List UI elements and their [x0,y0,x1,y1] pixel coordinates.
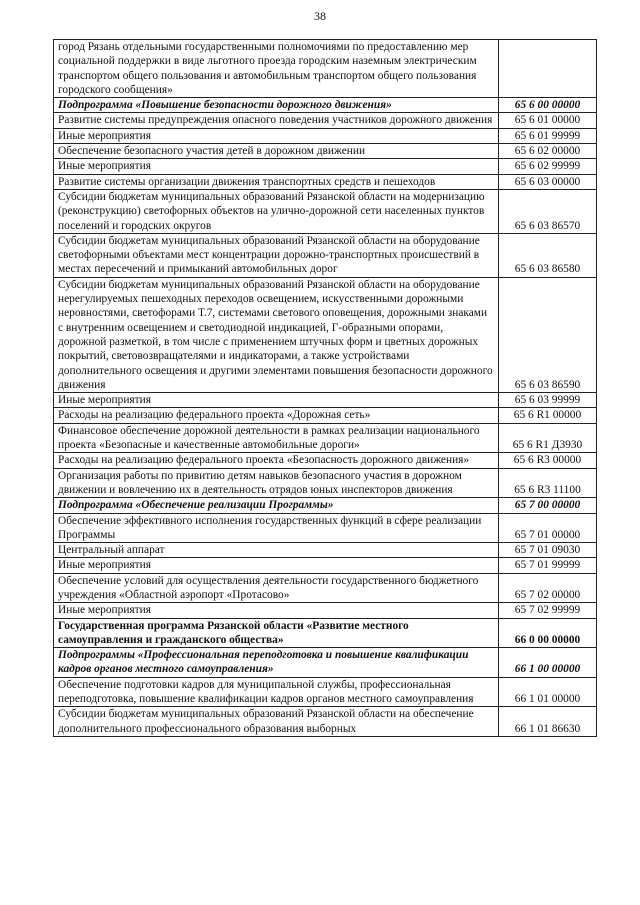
row-description: Организация работы по привитию детям навыков безопасного участия в дорожном движении и вовлечению их в деятельность отрядов юных инспекторов движения [54,468,499,498]
row-code: 65 6 R3 11100 [499,468,597,498]
row-code: 65 6 03 86580 [499,233,597,277]
row-description: Развитие системы предупреждения опасного поведения участников дорожного движения [54,113,499,128]
row-description: Иные мероприятия [54,128,499,143]
row-code: 65 6 01 99999 [499,128,597,143]
table-row [54,408,597,423]
row-description: Государственная программа Рязанской области «Развитие местного самоуправления и гражданского общества» [54,618,499,648]
row-description: город Рязань отдельными государственными полномочиями по предоставлению мер социальной поддержки в виде льготного проезда городским наземным электрическим транспортом общего пользования и автомобильным транспортом общего пользования городского сообщения» [54,40,499,98]
row-description: Развитие системы организации движения транспортных средств и пешеходов [54,174,499,189]
row-description: Расходы на реализацию федерального проекта «Безопасность дорожного движения» [54,453,499,468]
row-code: 66 1 00 00000 [499,648,597,678]
row-description: Обеспечение безопасного участия детей в дорожном движении [54,144,499,159]
row-description: Обеспечение условий для осуществления деятельности государственного бюджетного учреждения «Областной аэропорт «Протасово» [54,573,499,603]
row-description: Иные мероприятия [54,159,499,174]
row-description: Расходы на реализацию федерального проекта «Дорожная сеть» [54,408,499,423]
table-row [54,144,597,159]
row-description: Иные мероприятия [54,603,499,618]
table-row [54,618,597,648]
table-row [54,648,597,678]
table-row [54,98,597,113]
row-code: 65 7 01 09030 [499,543,597,558]
row-code: 65 6 03 00000 [499,174,597,189]
row-description: Центральный аппарат [54,543,499,558]
row-code: 65 7 00 00000 [499,498,597,513]
table-row [54,558,597,573]
table-row [54,159,597,174]
row-code: 65 6 R1 Д3930 [499,423,597,453]
table-row [54,189,597,233]
row-description: Субсидии бюджетам муниципальных образований Рязанской области на оборудование светофорными объектами мест концентрации дорожно-транспортных происшествий в местах пересечений и примыканий автомобильных дорог [54,233,499,277]
table-row [54,128,597,143]
row-code: 65 6 03 86570 [499,189,597,233]
table-row [54,174,597,189]
row-code: 65 6 00 00000 [499,98,597,113]
row-description: Иные мероприятия [54,558,499,573]
row-code: 65 7 02 99999 [499,603,597,618]
table-row [54,603,597,618]
table-row [54,573,597,603]
row-description: Финансовое обеспечение дорожной деятельности в рамках реализации национального проекта «Безопасные и качественные автомобильные дороги» [54,423,499,453]
row-description: Обеспечение подготовки кадров для муниципальной службы, профессиональная переподготовка, повышение квалификации кадров органов местного самоуправления [54,677,499,707]
row-code: 65 7 02 00000 [499,573,597,603]
row-code: 65 6 01 00000 [499,113,597,128]
row-code: 65 6 02 99999 [499,159,597,174]
row-code: 66 1 01 00000 [499,677,597,707]
table-row [54,677,597,707]
table-row [54,498,597,513]
table-row [54,423,597,453]
row-code: 65 6 R3 00000 [499,453,597,468]
row-code: 65 6 R1 00000 [499,408,597,423]
row-description: Подпрограммы «Профессиональная переподготовка и повышение квалификации кадров органов местного самоуправления» [54,648,499,678]
table-row [54,707,597,737]
table-row [54,40,597,98]
table-row [54,277,597,392]
row-description: Субсидии бюджетам муниципальных образований Рязанской области на обеспечение дополнительного профессионального образования выборных [54,707,499,737]
row-code: 66 1 01 86630 [499,707,597,737]
row-description: Подпрограмма «Обеспечение реализации Программы» [54,498,499,513]
page-number: 38 [314,9,326,23]
table-row [54,113,597,128]
row-code: 65 7 01 00000 [499,513,597,543]
table-row [54,513,597,543]
row-description: Подпрограмма «Повышение безопасности дорожного движения» [54,98,499,113]
table-row [54,453,597,468]
row-description: Обеспечение эффективного исполнения государственных функций в сфере реализации Программы [54,513,499,543]
row-code: 65 6 03 99999 [499,393,597,408]
row-code: 65 7 01 99999 [499,558,597,573]
row-description: Иные мероприятия [54,393,499,408]
table-row [54,543,597,558]
row-code: 65 6 02 00000 [499,144,597,159]
row-description: Субсидии бюджетам муниципальных образований Рязанской области на оборудование нерегулируемых пешеходных переходов освещением, искусственными дорожными неровностями, светофорами Т.7, системами светового оповещения, дорожными знаками с внутренним освещением и светодиодной индикацией, Г-образными опорами, дорожной разметкой, в том числе с применением штучных форм и цветных дорожных покрытий, световозвращателями и индикаторами, а также устройствами дополнительного освещения и другими элементами повышения безопасности дорожного движения [54,277,499,392]
row-code: 66 0 00 00000 [499,618,597,648]
row-code: 65 6 03 86590 [499,277,597,392]
budget-classification-table [53,39,597,737]
row-description: Субсидии бюджетам муниципальных образований Рязанской области на модернизацию (реконструкцию) светофорных объектов на улично-дорожной сети населенных пунктов поселений и городских округов [54,189,499,233]
table-row [54,468,597,498]
table-row [54,393,597,408]
table-row [54,233,597,277]
row-code [499,40,597,98]
